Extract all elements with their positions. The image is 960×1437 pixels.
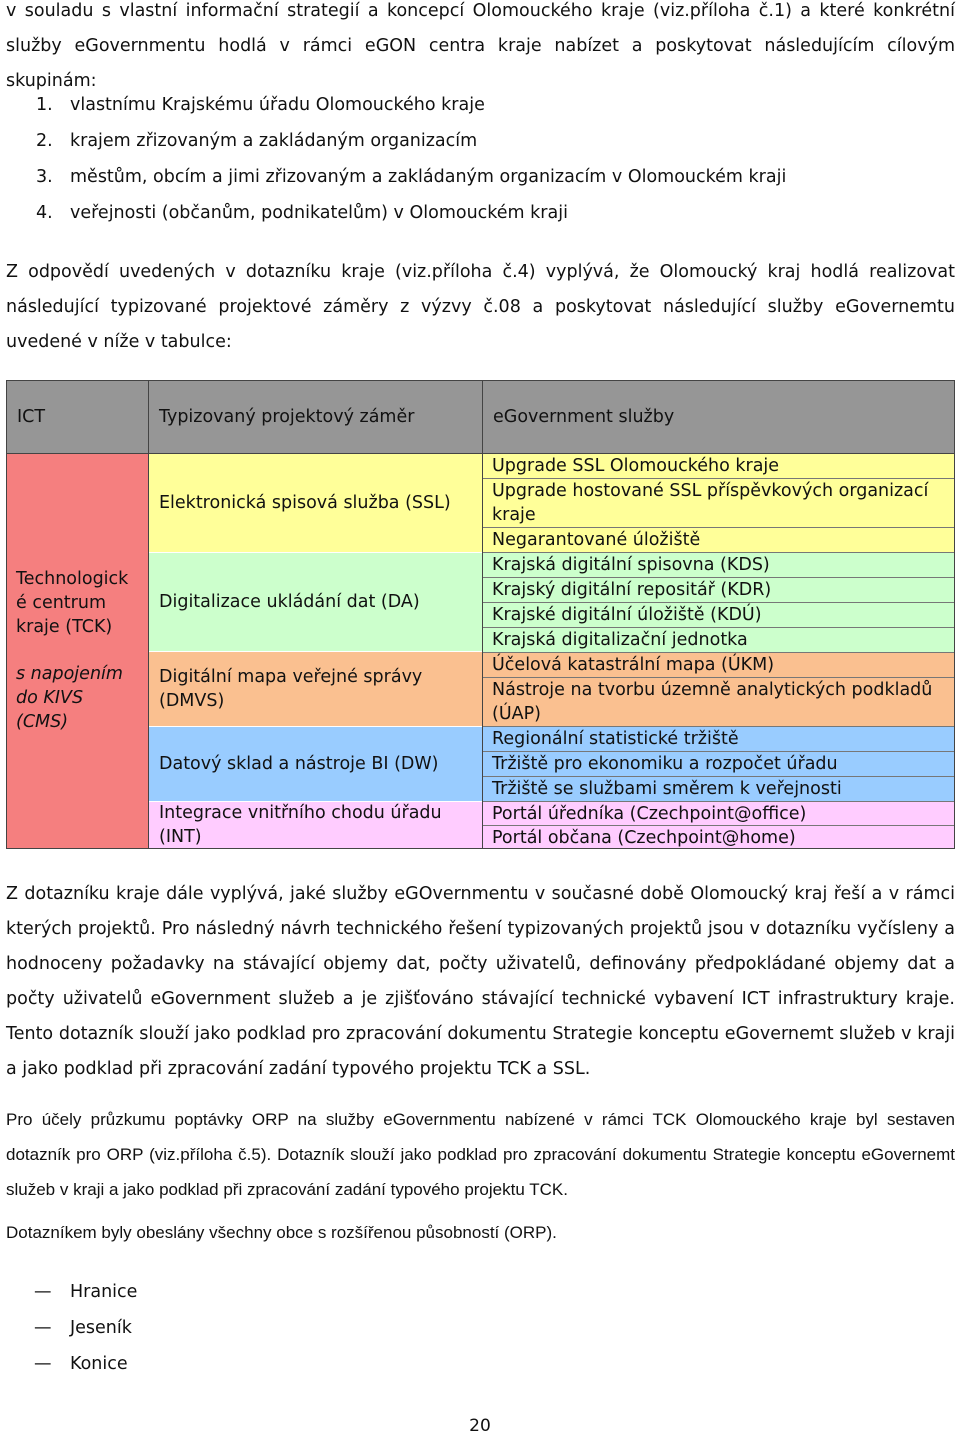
header-services: eGovernment služby [493, 407, 675, 427]
service-item: Krajská digitální spisovna (KDS) [483, 552, 954, 577]
service-item: Portál občana (Czechpoint@home) [483, 825, 954, 848]
list-item: 2. krajem zřizovaným a zakládaným organizacím [36, 131, 478, 151]
survey-paragraph: Z dotazníku kraje dále vyplývá, jaké služby eGOvernmentu v současné době Olomoucký kraj řeší a v rámci kterých projektů. Pro následný návrh technického řešení typizovaných projektů jsou v dotazníku vyčísleny a hodnoceny požadavky na stávající objemy dat, počty uživatelů, definovány předpokládané objemy dat a počty uživatelů eGovernment služeb a je zjišťováno stávající technické vybavení ICT infrastruktury kraje. Tento dotazník slouží jako podklad pro zpracování dokumentu Strategie konceptu eGovernemt služeb v kraji a jako podklad při zpracování zadání typového projektu TCK a SSL. [6, 884, 955, 1079]
service-item: Portál úředníka (Czechpoint@office) [483, 801, 954, 825]
services-table [6, 380, 955, 849]
list-item: — Hranice [34, 1282, 138, 1302]
answers-paragraph: Z odpovědí uvedených v dotazníku kraje (viz.příloha č.4) vyplývá, že Olomoucký kraj hodlá realizovat následující typizované projektové záměry z výzvy č.08 a poskytovat následující služby eGovernemtu uvedené v níže v tabulce: [6, 262, 955, 352]
list-item: — Konice [34, 1354, 128, 1374]
service-item: Upgrade SSL Olomouckého kraje [483, 454, 954, 478]
service-item: Nástroje na tvorbu územně analytických podkladů (ÚAP) [483, 677, 954, 726]
list-item: 3. městům, obcím a jimi zřizovaným a zakládaným organizacím v Olomouckém kraji [36, 167, 787, 187]
page-number: 20 [469, 1416, 491, 1436]
list-item: 1. vlastnímu Krajskému úřadu Olomouckého kraje [36, 95, 485, 115]
orp-paragraph: Pro účely průzkumu poptávky ORP na služby eGovernmentu nabízené v rámci TCK Olomouckého kraje byl sestaven dotazník pro ORP (viz.příloha č.5). Dotazník slouží jako podklad pro zpracování dokumentu Strategie konceptu eGovernemt služeb v kraji a jako podklad při zpracování zadání typového projektu TCK. [6, 1110, 955, 1199]
list-item: — Jeseník [34, 1318, 132, 1338]
project-int: Integrace vnitřního chodu úřadu (INT) [149, 802, 482, 848]
service-item: Upgrade hostované SSL příspěvkových organizací kraje [483, 478, 954, 527]
service-item: Tržiště se službami směrem k veřejnosti [483, 776, 954, 801]
table-header-row [7, 381, 954, 454]
town-list [34, 1274, 137, 1382]
project-ssl: Elektronická spisová služba (SSL) [149, 454, 482, 552]
column-divider [148, 381, 149, 848]
intro-paragraph: v souladu s vlastní informační strategií a koncepcí Olomouckého kraje (viz.příloha č.1) a které konkrétní služby eGovernmentu hodlá v rámci eGON centra kraje nabízet a poskytovat následujícím cílovým skupinám: [6, 1, 955, 91]
project-dw: Datový sklad a nástroje BI (DW) [149, 727, 482, 801]
list-item: 4. veřejnosti (občanům, podnikatelům) v Olomouckém kraji [36, 203, 568, 223]
service-item: Krajská digitalizační jednotka [483, 627, 954, 652]
project-da: Digitalizace ukládání dat (DA) [149, 553, 482, 651]
project-dmvs: Digitální mapa veřejné správy (DMVS) [149, 652, 482, 726]
service-item: Účelová katastrální mapa (ÚKM) [483, 652, 954, 677]
service-item: Regionální statistické tržiště [483, 726, 954, 751]
header-project: Typizovaný projektový záměr [159, 407, 415, 427]
service-item: Krajský digitální repositář (KDR) [483, 577, 954, 602]
service-item: Negarantované úložiště [483, 527, 954, 552]
sent-paragraph: Dotazníkem byly obeslány všechny obce s rozšířenou působností (ORP). [6, 1223, 557, 1242]
service-item: Krajské digitální úložiště (KDÚ) [483, 602, 954, 627]
tck-cell: Technologick é centrum kraje (TCK) s napojením do KIVS (CMS) [7, 454, 148, 848]
column-divider [482, 381, 483, 848]
target-group-list [36, 87, 786, 231]
service-item: Tržiště pro ekonomiku a rozpočet úřadu [483, 751, 954, 776]
header-ict: ICT [17, 407, 46, 427]
